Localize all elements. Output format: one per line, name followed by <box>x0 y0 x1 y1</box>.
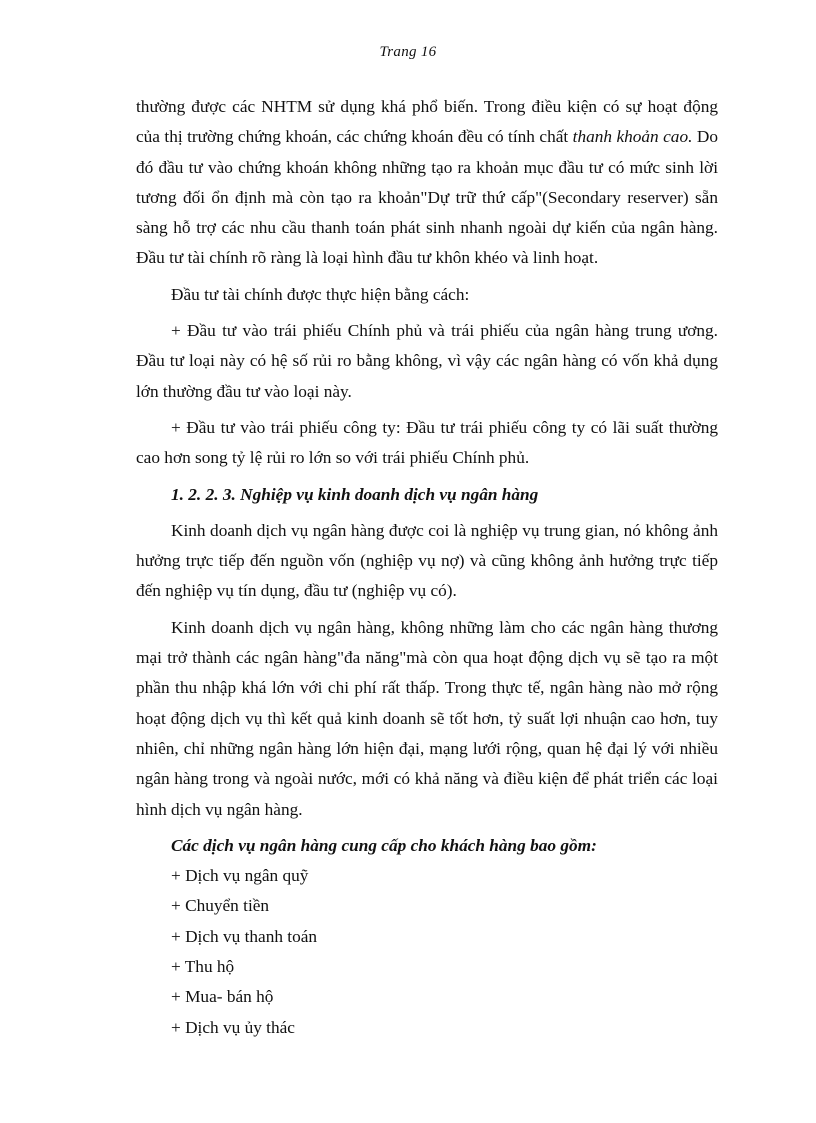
emphasis-text: thanh khoản cao. <box>572 127 693 147</box>
services-list <box>136 861 718 1043</box>
list-item: + Dịch vụ ngân quỹ <box>171 866 309 886</box>
list-item: + Dịch vụ ủy thác <box>171 1017 295 1037</box>
paragraph-investment-methods: Đầu tư tài chính được thực hiện bằng cách: <box>171 284 470 304</box>
list-item: + Dịch vụ thanh toán <box>171 926 318 946</box>
paragraph-service-benefits: Kinh doanh dịch vụ ngân hàng, không những làm cho các ngân hàng thương mại trở thành các ngân hàng"đa năng"mà còn qua hoạt động dịch vụ sẽ tạo ra một phần thu nhập khá lớn với chi phí rất thấp. Trong thực tế, ngân hàng nào mở rộng hoạt động dịch vụ thì kết quả kinh doanh sẽ tốt hơn, tỷ suất lợi nhuận cao hơn, tuy nhiên, chỉ những ngân hàng lớn hiện đại, mạng lưới rộng, quan hệ đại lý với nhiều ngân hàng trong và ngoài nước, mới có khả năng và điều kiện để phát triển các loại hình dịch vụ ngân hàng. <box>136 617 718 819</box>
services-list-intro: Các dịch vụ ngân hàng cung cấp cho khách hàng bao gồm: <box>171 835 597 855</box>
section-heading: 1. 2. 2. 3. Nghiệp vụ kinh doanh dịch vụ ngân hàng <box>171 484 539 504</box>
paragraph-corporate-bonds: + Đầu tư vào trái phiếu công ty: Đầu tư trái phiếu công ty có lãi suất thường cao hơn song tỷ lệ rủi ro lớn so với trái phiếu Chính phủ. <box>136 417 718 468</box>
document-body <box>136 92 718 1043</box>
page-number-header: Trang 16 <box>379 44 437 60</box>
paragraph-service-definition: Kinh doanh dịch vụ ngân hàng được coi là nghiệp vụ trung gian, nó không ảnh hưởng trực tiếp đến nguồn vốn (nghiệp vụ nợ) và cũng không ảnh hưởng trực tiếp đến nghiệp vụ tín dụng, đầu tư (nghiệp vụ có). <box>136 520 718 601</box>
paragraph-government-bonds: + Đầu tư vào trái phiếu Chính phủ và trái phiếu của ngân hàng trung ương. Đầu tư loại này có hệ số rủi ro bằng không, vì vậy các ngân hàng có vốn khả dụng lớn thường đầu tư vào loại này. <box>136 321 718 401</box>
list-item: + Thu hộ <box>171 957 235 977</box>
list-item: + Chuyển tiền <box>171 896 270 916</box>
list-item: + Mua- bán hộ <box>171 987 274 1007</box>
paragraph-text: Do đó đầu tư vào chứng khoán không những tạo ra khoản mục đầu tư có mức sinh lời tương đối ổn định mà còn tạo ra khoản"Dự trữ thứ cấp"(Secondary reserver) sẵn sàng hỗ trợ các nhu cầu thanh toán phát sinh nhanh ngoài dự kiến của ngân hàng. Đầu tư tài chính rõ ràng là loại hình đầu tư khôn khéo và linh hoạt. <box>136 127 718 268</box>
paragraph-financial-investment <box>136 92 718 274</box>
paragraph-text: thường được các NHTM sử dụng khá phổ biến. Trong điều kiện có sự hoạt động của thị trường chứng khoán, các chứng khoán đều có tính chất <box>136 97 718 147</box>
